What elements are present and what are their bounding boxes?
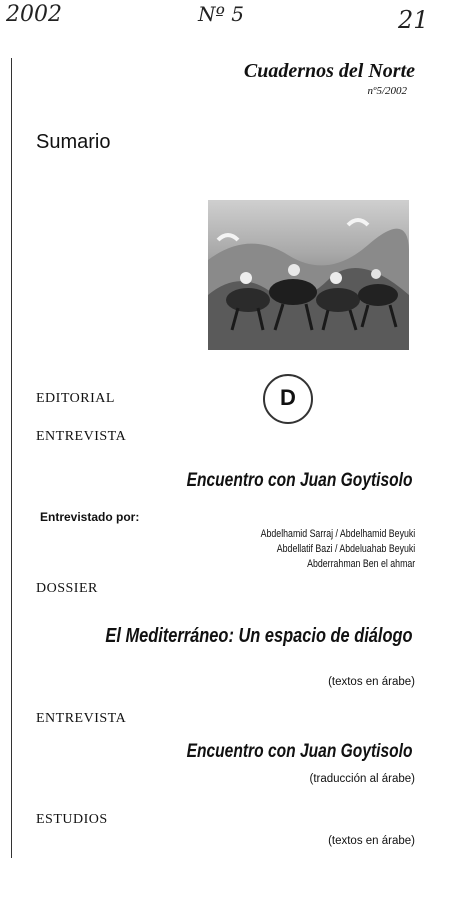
page-title: Sumario: [36, 131, 111, 153]
photo-horsemen-image: [208, 200, 409, 350]
section-entrevista-2: ENTREVISTA: [36, 711, 127, 726]
section-editorial: EDITORIAL: [36, 391, 115, 406]
article-note-arabic-texts-2: (textos en árabe): [328, 835, 415, 847]
interviewer-line: Abdelhamid Sarraj / Abdelhamid Beyuki: [260, 528, 415, 540]
library-stamp: [263, 374, 313, 424]
margin-line: [11, 58, 12, 858]
article-note-arabic-texts: (textos en árabe): [328, 676, 415, 688]
interviewer-line: Abderrahman Ben el ahmar: [306, 558, 415, 570]
handwritten-year: 2002: [6, 2, 62, 27]
interviewer-line: Abdellatif Bazi / Abdeluahab Beyuki: [276, 543, 415, 555]
section-entrevista: ENTREVISTA: [36, 429, 127, 444]
section-estudios: ESTUDIOS: [36, 812, 108, 827]
magazine-title: Cuadernos del Norte: [243, 60, 415, 82]
handwritten-page-number: 21: [398, 6, 429, 34]
stamp-letter: D: [280, 385, 296, 410]
interviewers-list: [260, 527, 415, 572]
article-title-interview: Encuentro con Juan Goytisolo: [187, 470, 413, 491]
article-title-mediterraneo: El Mediterráneo: Un espacio de diálogo: [105, 625, 413, 647]
article-note-translation: (traducción al árabe): [309, 773, 415, 785]
interviewed-by-label: Entrevistado por:: [40, 510, 140, 524]
article-title-interview-translation: Encuentro con Juan Goytisolo: [187, 741, 413, 762]
cover-photo: [208, 200, 409, 350]
handwritten-issue-number: Nº 5: [198, 2, 244, 26]
section-dossier: DOSSIER: [36, 581, 98, 596]
issue-number: nº5/2002: [367, 85, 407, 97]
